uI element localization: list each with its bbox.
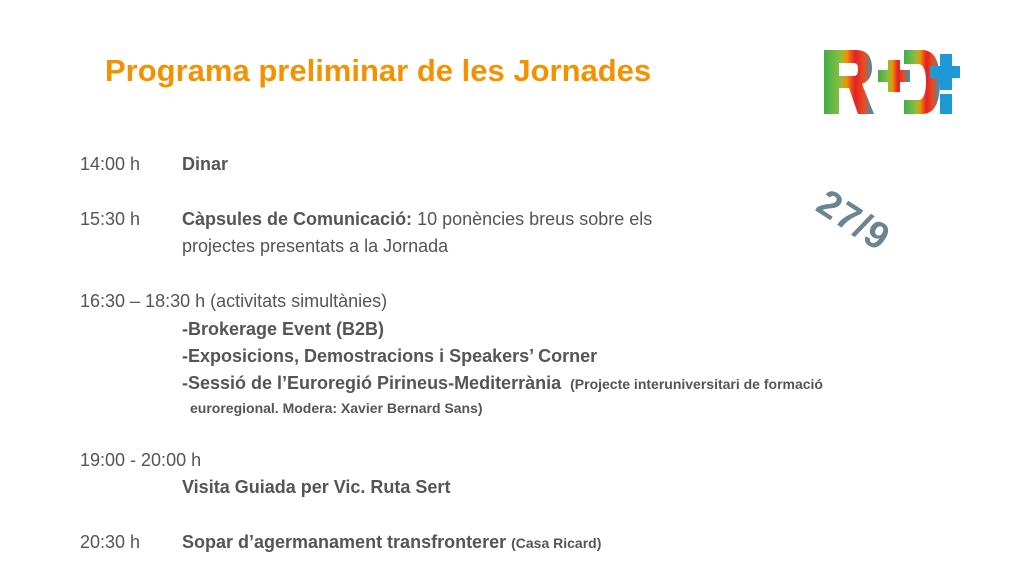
item-euroregio: -Sessió de l’Euroregió Pirineus-Mediterrània: [182, 373, 562, 393]
rdi-logo: [822, 48, 962, 116]
item-euroregio-note-1: (Projecte interuniversitari de formació: [570, 376, 823, 392]
time-simultanies: 16:30 – 18:30 h (activitats simultànies): [80, 291, 388, 311]
label-dinar: Dinar: [182, 154, 229, 174]
item-brokerage: -Brokerage Event (B2B): [182, 319, 385, 339]
time-visita: 19:00 - 20:00 h: [80, 450, 202, 470]
item-euroregio-line: [182, 373, 823, 394]
note-sopar: (Casa Ricard): [511, 535, 602, 551]
date-badge: 27/9: [809, 182, 898, 260]
sopar-line: [182, 532, 601, 553]
label-capsules: Càpsules de Comunicació:: [182, 209, 413, 229]
time-dinar: 14:00 h: [80, 154, 141, 174]
page-title: Programa preliminar de les Jornades: [105, 53, 652, 88]
time-capsules: 15:30 h: [80, 209, 141, 229]
desc-capsules-2: projectes presentats a la Jornada: [182, 236, 449, 256]
label-sopar: Sopar d’agermanament transfronterer: [182, 532, 507, 552]
time-sopar: 20:30 h: [80, 532, 141, 552]
label-visita: Visita Guiada per Vic. Ruta Sert: [182, 477, 451, 497]
desc-capsules-1: 10 ponències breus sobre els: [417, 209, 653, 229]
capsules-line: [182, 209, 652, 230]
item-exposicions: -Exposicions, Demostracions i Speakers’ Corner: [182, 346, 598, 366]
item-euroregio-note-2: euroregional. Modera: Xavier Bernard Sans): [190, 400, 483, 416]
